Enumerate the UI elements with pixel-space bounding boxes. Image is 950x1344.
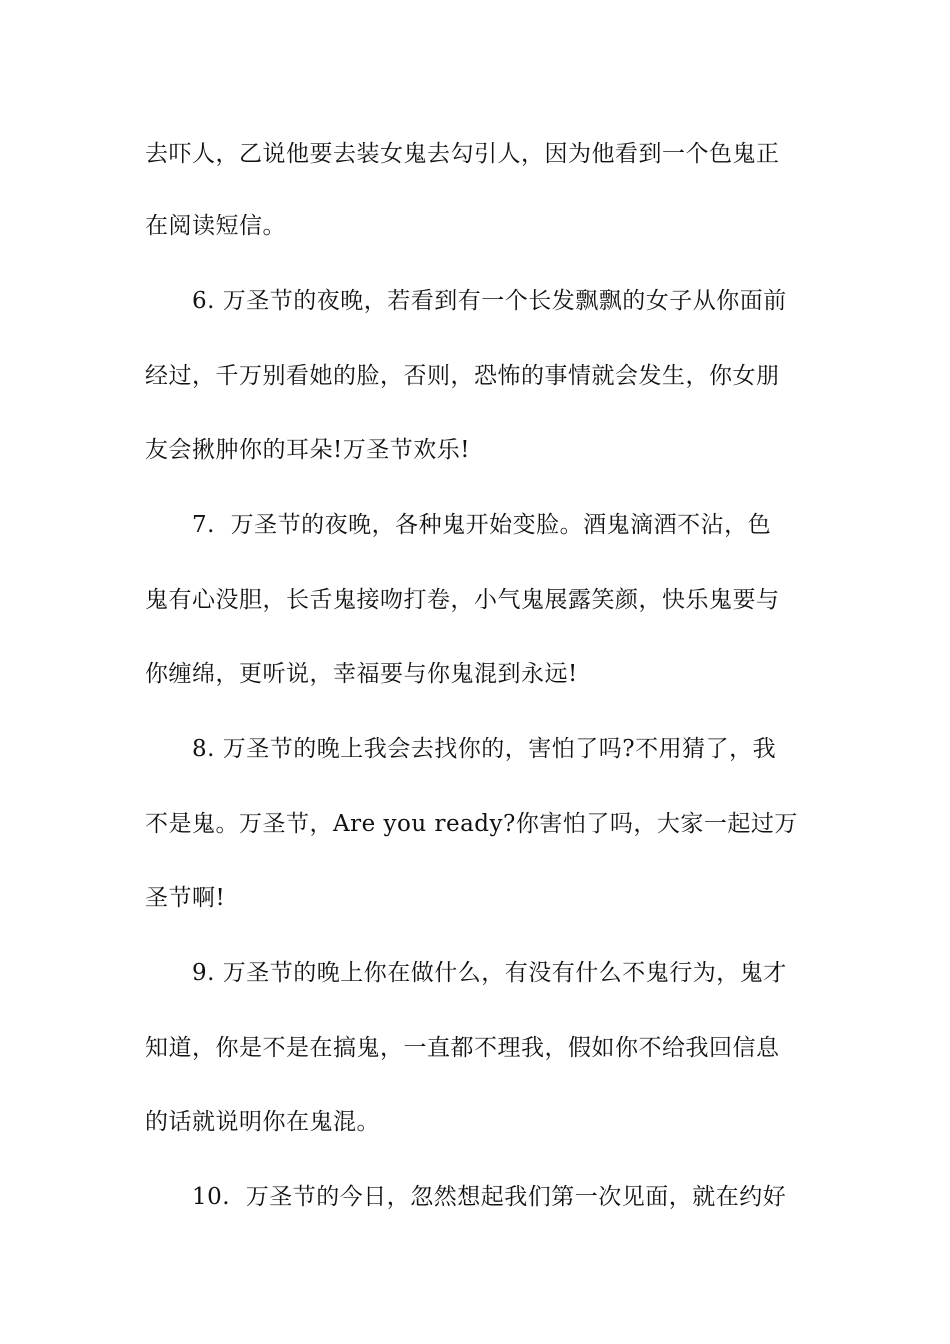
paragraph-9-first-line: 9. 万圣节的晚上你在做什么，有没有什么不鬼行为，鬼才 [192, 960, 787, 986]
paragraph-8-first-line: 8. 万圣节的晚上我会去找你的，害怕了吗?不用猜了，我 [192, 736, 777, 762]
text-line: 在阅读短信。 [145, 213, 286, 239]
paragraph-10-first-line: 10. 万圣节的今日，忽然想起我们第一次见面，就在约好 [192, 1184, 787, 1210]
text-line: 知道，你是不是在搞鬼，一直都不理我，假如你不给我回信息 [145, 1035, 780, 1061]
text-line: 经过，千万别看她的脸，否则，恐怖的事情就会发生，你女朋 [145, 363, 780, 389]
text-line: 不是鬼。万圣节，Are you ready?你害怕了吗，大家一起过万 [145, 811, 798, 837]
text-line: 友会揪肿你的耳朵!万圣节欢乐! [145, 437, 470, 463]
text-line: 你缠绵，更听说，幸福要与你鬼混到永远! [145, 661, 578, 687]
text-line: 去吓人，乙说他要去装女鬼去勾引人，因为他看到一个色鬼正 [145, 141, 780, 167]
text-line: 的话就说明你在鬼混。 [145, 1109, 380, 1135]
text-line: 鬼有心没胆，长舌鬼接吻打卷，小气鬼展露笑颜，快乐鬼要与 [145, 587, 780, 613]
text-line: 圣节啊! [145, 885, 226, 911]
paragraph-6-first-line: 6. 万圣节的夜晚，若看到有一个长发飘飘的女子从你面前 [192, 288, 787, 314]
paragraph-7-first-line: 7. 万圣节的夜晚，各种鬼开始变脸。酒鬼滴酒不沾，色 [192, 512, 772, 538]
